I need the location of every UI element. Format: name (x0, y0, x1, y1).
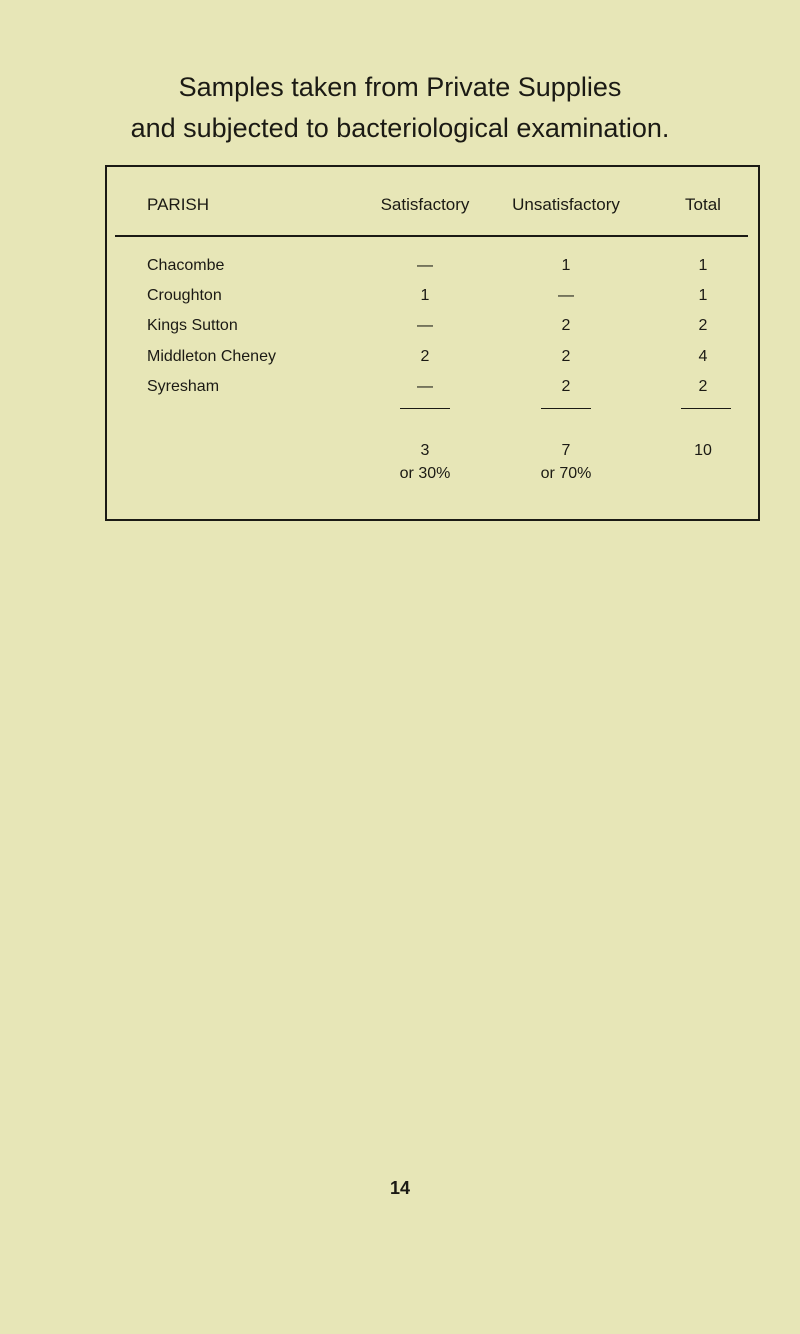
header-parish: PARISH (147, 195, 210, 214)
document-title-line-2: and subjected to bacteriological examination. (130, 113, 670, 143)
row-parish: Syresham (147, 378, 220, 395)
sum-rule-total (681, 408, 731, 409)
row-parish: Chacombe (147, 257, 225, 274)
sum-rule-unsatisfactory (541, 408, 591, 409)
page-number: 14 (389, 1178, 411, 1198)
row-parish: Croughton (147, 287, 222, 304)
header-rule (115, 235, 748, 237)
document-title-line-1: Samples taken from Private Supplies (178, 72, 622, 102)
sum-rule-satisfactory (400, 408, 450, 409)
row-parish: Middleton Cheney (147, 348, 276, 365)
row-parish: Kings Sutton (147, 317, 238, 334)
